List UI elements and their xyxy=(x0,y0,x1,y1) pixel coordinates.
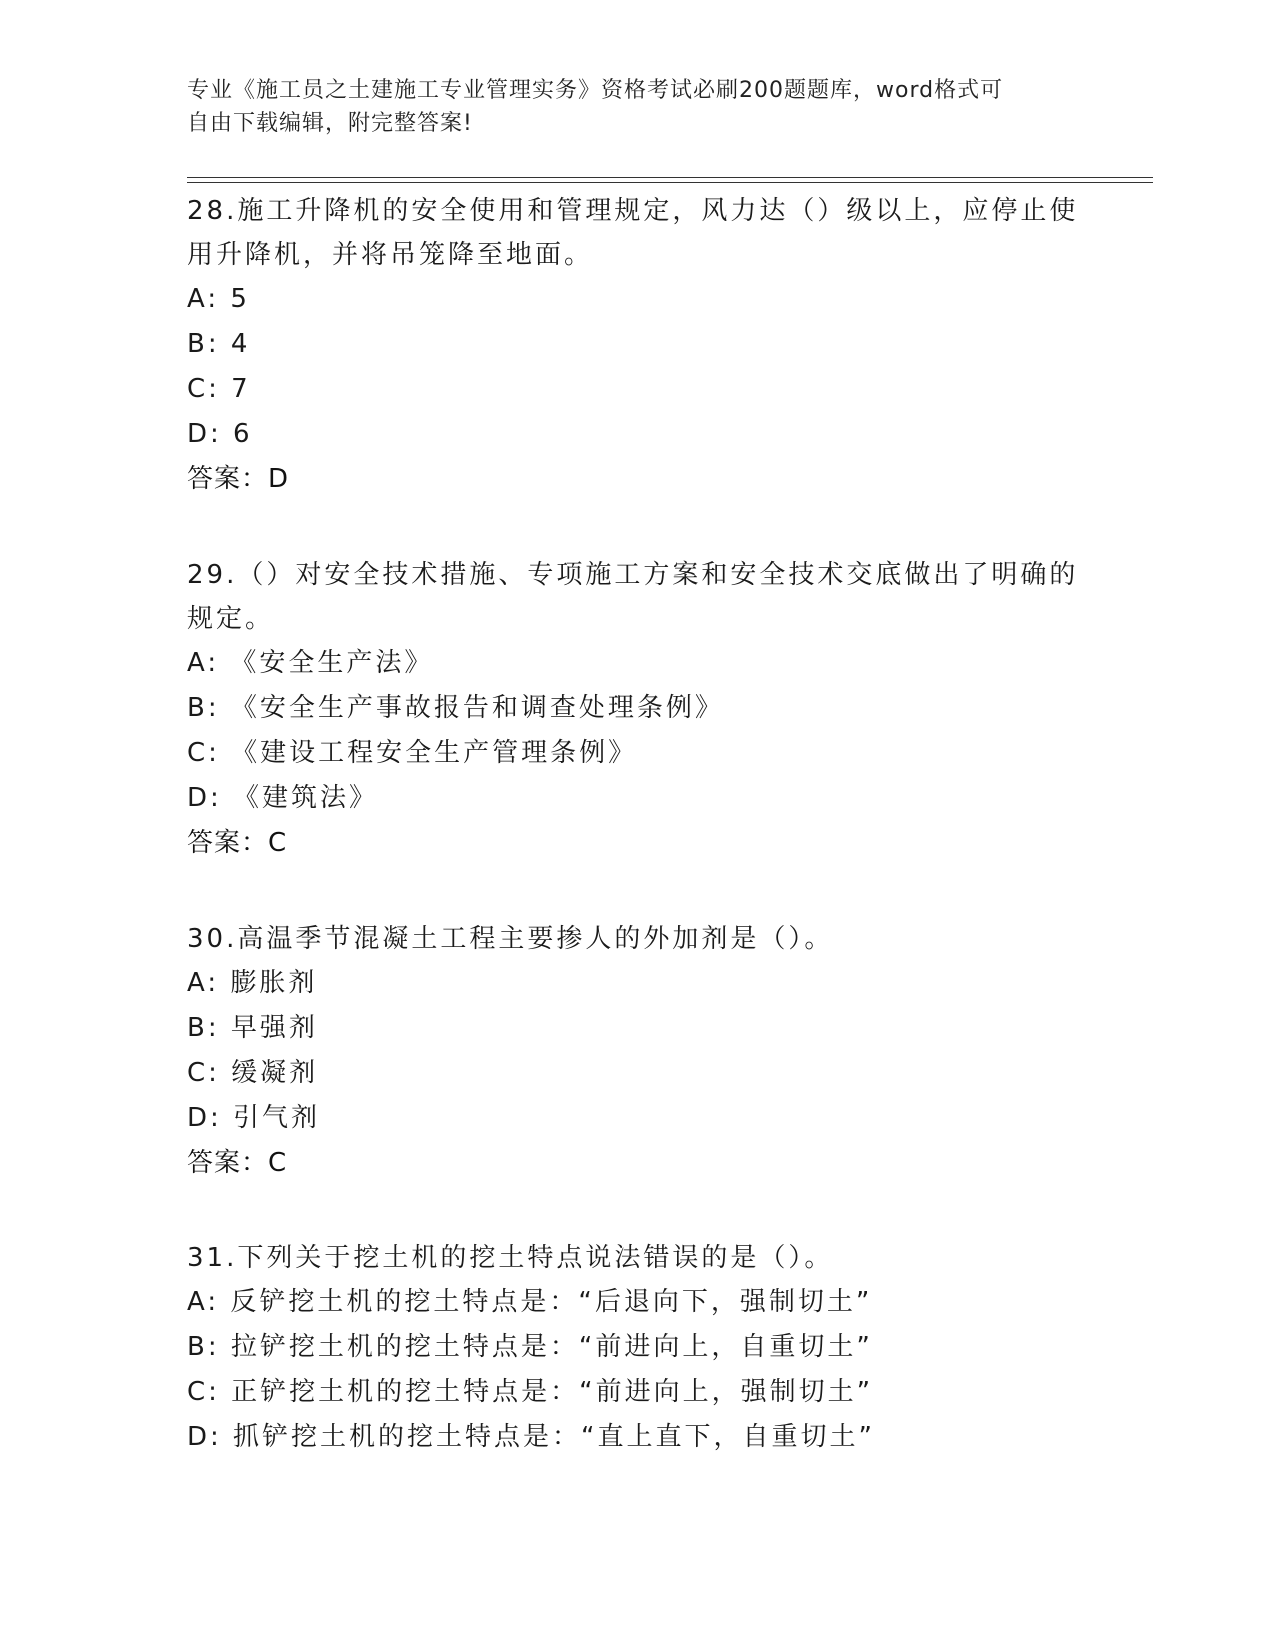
option-d: D: 《建筑法》 xyxy=(187,783,379,813)
question-stem-line: 29.（）对安全技术措施、专项施工方案和安全技术交底做出了明确的 xyxy=(187,560,1079,590)
option-d: D: 引气剂 xyxy=(187,1103,321,1133)
option-c: C: 缓凝剂 xyxy=(187,1058,319,1088)
option-d: D: 抓铲挖土机的挖土特点是：“直上直下，自重切土” xyxy=(187,1422,875,1452)
answer-line: 答案：C xyxy=(187,1148,288,1178)
question-stem-line: 28.施工升降机的安全使用和管理规定，风力达（）级以上，应停止使 xyxy=(187,196,1079,226)
option-b: B: 拉铲挖土机的挖土特点是：“前进向上，自重切土” xyxy=(187,1332,873,1362)
header-line-2: 自由下载编辑，附完整答案! xyxy=(187,111,473,136)
option-c: C: 7 xyxy=(187,374,251,404)
question-29 xyxy=(187,553,1087,866)
header-divider-bottom xyxy=(187,182,1153,183)
answer-line: 答案：D xyxy=(187,464,290,494)
question-stem-line: 规定。 xyxy=(187,604,275,634)
answer-line: 答案：C xyxy=(187,828,288,858)
question-28 xyxy=(187,189,1087,502)
question-31 xyxy=(187,1236,1087,1460)
question-stem-line: 30.高温季节混凝土工程主要掺人的外加剂是（）。 xyxy=(187,924,834,954)
option-b: B: 4 xyxy=(187,329,251,359)
header-divider-top xyxy=(187,177,1153,178)
option-a: A: 5 xyxy=(187,284,250,314)
option-b: B: 早强剂 xyxy=(187,1013,318,1043)
document-header xyxy=(187,74,1067,140)
question-stem-line: 31.下列关于挖土机的挖土特点说法错误的是（）。 xyxy=(187,1243,834,1273)
question-stem-line: 用升降机，并将吊笼降至地面。 xyxy=(187,240,594,270)
option-a: A: 膨胀剂 xyxy=(187,968,318,998)
option-a: A: 反铲挖土机的挖土特点是：“后退向下，强制切土” xyxy=(187,1287,873,1317)
option-a: A: 《安全生产法》 xyxy=(187,648,434,678)
option-d: D: 6 xyxy=(187,419,253,449)
header-line-1: 专业《施工员之土建施工专业管理实务》资格考试必刷200题题库，word格式可 xyxy=(187,78,1004,103)
option-b: B: 《安全生产事故报告和调查处理条例》 xyxy=(187,693,724,723)
option-c: C: 正铲挖土机的挖土特点是：“前进向上，强制切土” xyxy=(187,1377,874,1407)
option-c: C: 《建设工程安全生产管理条例》 xyxy=(187,738,638,768)
question-30 xyxy=(187,917,1087,1186)
